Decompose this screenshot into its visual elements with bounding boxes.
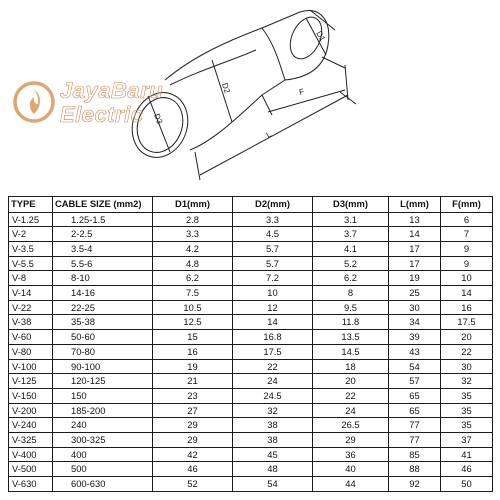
cell-l: 54 [389, 359, 441, 374]
logo-text-line1: JayaBaru [60, 78, 164, 103]
cell-d1: 42 [153, 447, 233, 462]
logo-text-line2: Electric [60, 102, 144, 127]
header-cable-size: CABLE SIZE (mm2) [53, 197, 153, 213]
cell-f: 10 [441, 271, 493, 286]
cell-f: 17.5 [441, 315, 493, 330]
cell-cable-size: 3.5-4 [53, 241, 153, 256]
cell-f: 46 [441, 462, 493, 477]
cell-d2: 38 [233, 418, 313, 433]
cell-d3: 14.5 [313, 344, 389, 359]
cell-d2: 22 [233, 359, 313, 374]
cell-d1: 3.3 [153, 227, 233, 242]
table-row [9, 241, 493, 256]
cell-type: V-80 [9, 344, 53, 359]
cell-l: 19 [389, 271, 441, 286]
table-row [9, 418, 493, 433]
f-dimension-line [268, 90, 345, 112]
cell-cable-size: 120-125 [53, 374, 153, 389]
cell-d3: 18 [313, 359, 389, 374]
cell-type: V-125 [9, 374, 53, 389]
cell-type: V-1.25 [9, 212, 53, 227]
cell-type: V-38 [9, 315, 53, 330]
table-row [9, 388, 493, 403]
header-d3: D3(mm) [313, 197, 389, 213]
cell-cable-size: 1.25-1.5 [53, 212, 153, 227]
cell-l: 77 [389, 433, 441, 448]
cell-type: V-500 [9, 462, 53, 477]
cell-cable-size: 150 [53, 388, 153, 403]
table-row [9, 330, 493, 345]
cell-l: 30 [389, 300, 441, 315]
cell-d2: 32 [233, 403, 313, 418]
cell-type: V-200 [9, 403, 53, 418]
cell-d2: 5.7 [233, 241, 313, 256]
table-row [9, 300, 493, 315]
cell-l: 77 [389, 418, 441, 433]
cell-cable-size: 14-16 [53, 286, 153, 301]
table-row [9, 359, 493, 374]
table-row [9, 286, 493, 301]
cell-d3: 26.5 [313, 418, 389, 433]
cell-type: V-8 [9, 271, 53, 286]
header-d2: D2(mm) [233, 197, 313, 213]
label-d1: D1 [314, 29, 328, 43]
cell-f: 37 [441, 433, 493, 448]
table-row [9, 447, 493, 462]
cell-d1: 29 [153, 433, 233, 448]
cell-f: 35 [441, 388, 493, 403]
table-row [9, 374, 493, 389]
cell-d2: 10 [233, 286, 313, 301]
table-header-row [9, 197, 493, 213]
cell-type: V-100 [9, 359, 53, 374]
cell-l: 14 [389, 227, 441, 242]
cell-cable-size: 5.5-6 [53, 256, 153, 271]
cell-d3: 8 [313, 286, 389, 301]
cell-cable-size: 90-100 [53, 359, 153, 374]
cell-l: 92 [389, 477, 441, 492]
cell-cable-size: 185-200 [53, 403, 153, 418]
cell-d1: 15 [153, 330, 233, 345]
label-d2: D2 [220, 81, 232, 95]
cell-d3: 13.5 [313, 330, 389, 345]
cell-d3: 11.8 [313, 315, 389, 330]
table-row [9, 256, 493, 271]
cell-cable-size: 8-10 [53, 271, 153, 286]
cell-d1: 46 [153, 462, 233, 477]
table-row [9, 315, 493, 330]
cell-d2: 48 [233, 462, 313, 477]
cell-cable-size: 400 [53, 447, 153, 462]
cell-cable-size: 50-60 [53, 330, 153, 345]
cell-l: 39 [389, 330, 441, 345]
table-row [9, 344, 493, 359]
cell-cable-size: 240 [53, 418, 153, 433]
header-f: F(mm) [441, 197, 493, 213]
table-row [9, 403, 493, 418]
cell-type: V-325 [9, 433, 53, 448]
cell-l: 17 [389, 241, 441, 256]
cell-d3: 24 [313, 403, 389, 418]
cell-d2: 17.5 [233, 344, 313, 359]
cell-f: 9 [441, 256, 493, 271]
cell-d1: 27 [153, 403, 233, 418]
cell-type: V-22 [9, 300, 53, 315]
cell-type: V-60 [9, 330, 53, 345]
cell-d2: 16.8 [233, 330, 313, 345]
cell-d3: 22 [313, 388, 389, 403]
cell-d3: 44 [313, 477, 389, 492]
cell-l: 65 [389, 388, 441, 403]
cell-f: 14 [441, 286, 493, 301]
sleeve-body-outline [165, 11, 329, 150]
cell-type: V-240 [9, 418, 53, 433]
cell-d3: 4.1 [313, 241, 389, 256]
cell-d3: 3.1 [313, 212, 389, 227]
cell-d3: 9.5 [313, 300, 389, 315]
label-l: L [264, 129, 273, 140]
cell-d1: 16 [153, 344, 233, 359]
cell-f: 9 [441, 241, 493, 256]
cell-f: 16 [441, 300, 493, 315]
cell-d1: 2.8 [153, 212, 233, 227]
cell-d3: 20 [313, 374, 389, 389]
cell-f: 50 [441, 477, 493, 492]
cell-f: 7 [441, 227, 493, 242]
cell-l: 17 [389, 256, 441, 271]
table-row [9, 462, 493, 477]
cell-f: 30 [441, 359, 493, 374]
cell-l: 43 [389, 344, 441, 359]
cell-d1: 4.2 [153, 241, 233, 256]
header-l: L(mm) [389, 197, 441, 213]
cell-d1: 52 [153, 477, 233, 492]
cell-d3: 5.2 [313, 256, 389, 271]
cell-f: 35 [441, 418, 493, 433]
cell-d3: 3.7 [313, 227, 389, 242]
cell-type: V-400 [9, 447, 53, 462]
cell-d2: 5.7 [233, 256, 313, 271]
label-f: F [298, 86, 306, 97]
cell-d2: 24 [233, 374, 313, 389]
cell-d2: 7.2 [233, 271, 313, 286]
cell-d1: 23 [153, 388, 233, 403]
cell-cable-size: 600-630 [53, 477, 153, 492]
cell-l: 85 [389, 447, 441, 462]
cell-d1: 19 [153, 359, 233, 374]
cell-cable-size: 70-80 [53, 344, 153, 359]
table-row [9, 212, 493, 227]
cell-cable-size: 35-38 [53, 315, 153, 330]
table-row [9, 433, 493, 448]
cell-f: 35 [441, 403, 493, 418]
cell-f: 41 [441, 447, 493, 462]
cell-d2: 3.3 [233, 212, 313, 227]
cell-d2: 12 [233, 300, 313, 315]
cell-d1: 12.5 [153, 315, 233, 330]
cell-l: 34 [389, 315, 441, 330]
cell-d2: 45 [233, 447, 313, 462]
cell-cable-size: 300-325 [53, 433, 153, 448]
table-row [9, 477, 493, 492]
cell-d1: 7.5 [153, 286, 233, 301]
cell-l: 65 [389, 403, 441, 418]
cell-type: V-2 [9, 227, 53, 242]
cell-d3: 29 [313, 433, 389, 448]
cell-f: 32 [441, 374, 493, 389]
cell-d2: 38 [233, 433, 313, 448]
cell-f: 6 [441, 212, 493, 227]
cell-d3: 36 [313, 447, 389, 462]
cell-type: V-14 [9, 286, 53, 301]
sleeve-neck-line [262, 28, 285, 80]
cell-type: V-150 [9, 388, 53, 403]
cell-d1: 29 [153, 418, 233, 433]
cell-d1: 4.8 [153, 256, 233, 271]
sleeve-inner-line [170, 50, 256, 85]
cell-d3: 40 [313, 462, 389, 477]
cell-d2: 4.5 [233, 227, 313, 242]
cell-l: 25 [389, 286, 441, 301]
cell-cable-size: 500 [53, 462, 153, 477]
cell-type: V-3.5 [9, 241, 53, 256]
cell-d1: 21 [153, 374, 233, 389]
l-dimension-line [200, 95, 348, 175]
cell-l: 88 [389, 462, 441, 477]
cell-d2: 54 [233, 477, 313, 492]
table-row [9, 271, 493, 286]
label-d3: D3 [152, 112, 165, 126]
header-d1: D1(mm) [153, 197, 233, 213]
spec-table [8, 196, 493, 492]
cell-f: 22 [441, 344, 493, 359]
cell-type: V-5.5 [9, 256, 53, 271]
cell-l: 57 [389, 374, 441, 389]
cell-cable-size: 22-25 [53, 300, 153, 315]
table-body [9, 212, 493, 491]
cell-f: 20 [441, 330, 493, 345]
flame-logo-icon [12, 80, 56, 124]
brand-logo [12, 72, 177, 132]
header-type: TYPE [9, 197, 53, 213]
table-row [9, 227, 493, 242]
cell-l: 13 [389, 212, 441, 227]
cell-type: V-630 [9, 477, 53, 492]
cell-d1: 10.5 [153, 300, 233, 315]
cell-d3: 6.2 [313, 271, 389, 286]
cell-cable-size: 2-2.5 [53, 227, 153, 242]
cell-d1: 6.2 [153, 271, 233, 286]
cell-d2: 14 [233, 315, 313, 330]
cell-d2: 24.5 [233, 388, 313, 403]
